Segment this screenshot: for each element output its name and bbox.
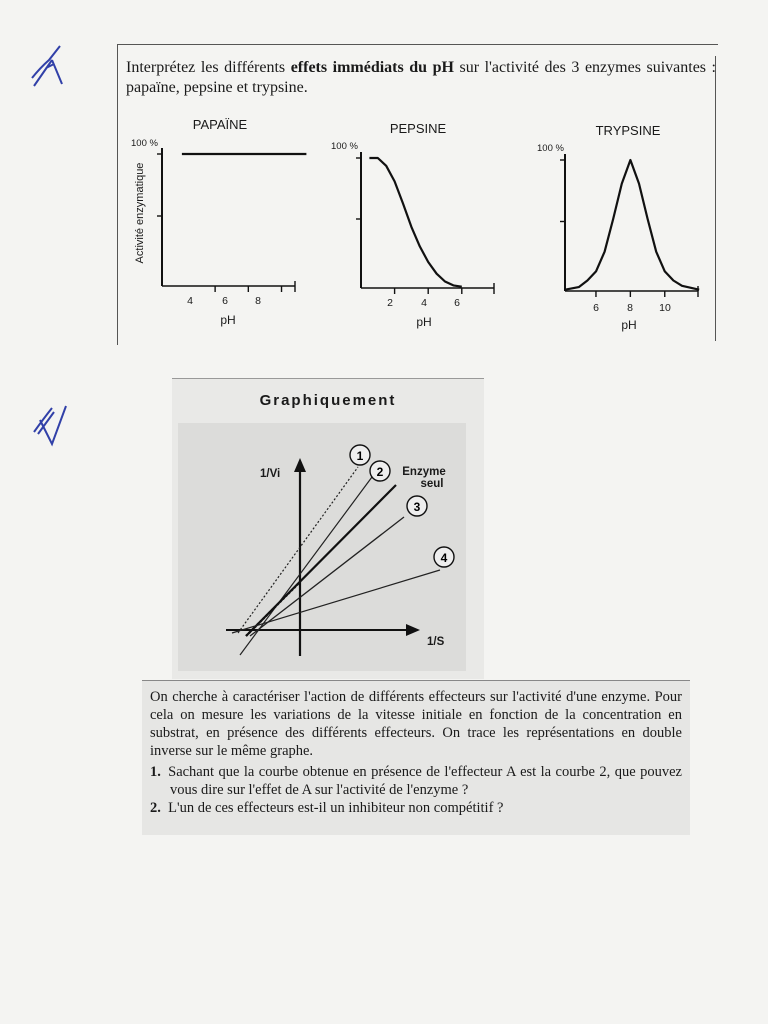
chart-title-trypsine: TRYPSINE bbox=[595, 123, 661, 138]
chart-hundred-pepsine: 100 % bbox=[331, 141, 358, 152]
lb-line-4 bbox=[232, 570, 440, 633]
chart-hundred-trypsine: 100 % bbox=[537, 143, 564, 154]
lb-line-1 bbox=[238, 467, 358, 633]
xlabel-papaine: pH bbox=[220, 313, 236, 327]
lb-label-enzyme-seul bbox=[398, 466, 450, 490]
lb-marker-1-text: 1 bbox=[356, 449, 364, 463]
exercise-iv-question: Interprétez les différents effets immédiats du pH sur l'activité des 3 enzymes suivantes : papaïne, pepsine et trypsine. bbox=[126, 59, 717, 96]
lb-x-arrow bbox=[406, 624, 420, 636]
tick-pepsine-4: 4 bbox=[421, 297, 427, 309]
lb-x-axis-label: 1/S bbox=[427, 636, 445, 648]
tick-pepsine-6: 6 bbox=[454, 297, 460, 309]
lb-marker-2-text: 2 bbox=[376, 465, 384, 479]
lb-label-enzyme-seul-line1: Enzyme bbox=[402, 466, 446, 478]
tick-trypsine-6: 6 bbox=[593, 302, 599, 314]
exercise-v-question-1: 1. Sachant que la courbe obtenue en présence de l'effecteur A est la courbe 2, que pouvez vous dire sur l'effet de A sur l'activité de l'enzyme ? bbox=[150, 764, 682, 798]
lb-marker-3-text: 3 bbox=[413, 500, 421, 514]
tick-papaine-8: 8 bbox=[255, 295, 261, 307]
lb-line-3 bbox=[250, 517, 404, 636]
tick-papaine-4: 4 bbox=[187, 295, 193, 307]
xlabel-pepsine: pH bbox=[416, 315, 432, 329]
y-axis-label: Activité enzymatique bbox=[134, 162, 146, 264]
chart-title-pepsine: PEPSINE bbox=[389, 121, 447, 136]
lb-marker-4-text: 4 bbox=[440, 551, 448, 565]
xlabel-trypsine: pH bbox=[621, 318, 637, 332]
exercise-v-questions bbox=[150, 763, 682, 817]
exercise-v-question-2: 2. L'un de ces effecteurs est-il un inhibiteur non compétitif ? bbox=[150, 800, 504, 816]
tick-trypsine-10: 10 bbox=[659, 302, 671, 314]
tick-papaine-6: 6 bbox=[222, 295, 228, 307]
lb-y-axis-label: 1/Vi bbox=[260, 468, 281, 480]
chart-title-papaine: PAPAÏNE bbox=[192, 117, 248, 132]
lb-y-arrow bbox=[294, 458, 306, 472]
tick-pepsine-2: 2 bbox=[387, 297, 393, 309]
exercise-v-paragraph: On cherche à caractériser l'action de différents effecteurs sur l'activité d'une enzyme. Pour cela on mesure les variations de la vitesse initiale en fonction de la concentration en substrat, en présence des différents effecteurs. On trace les représentations en double inverse sur le même graphe. bbox=[150, 689, 682, 759]
lb-line-enzyme-seul bbox=[246, 485, 396, 636]
chart-hundred-papaine: 100 % bbox=[131, 138, 158, 149]
exercise-v-text bbox=[150, 688, 682, 817]
lb-label-enzyme-seul-line2: seul bbox=[420, 478, 444, 490]
lineweaver-burk-title: Graphiquement bbox=[259, 392, 397, 409]
tick-trypsine-8: 8 bbox=[627, 302, 633, 314]
